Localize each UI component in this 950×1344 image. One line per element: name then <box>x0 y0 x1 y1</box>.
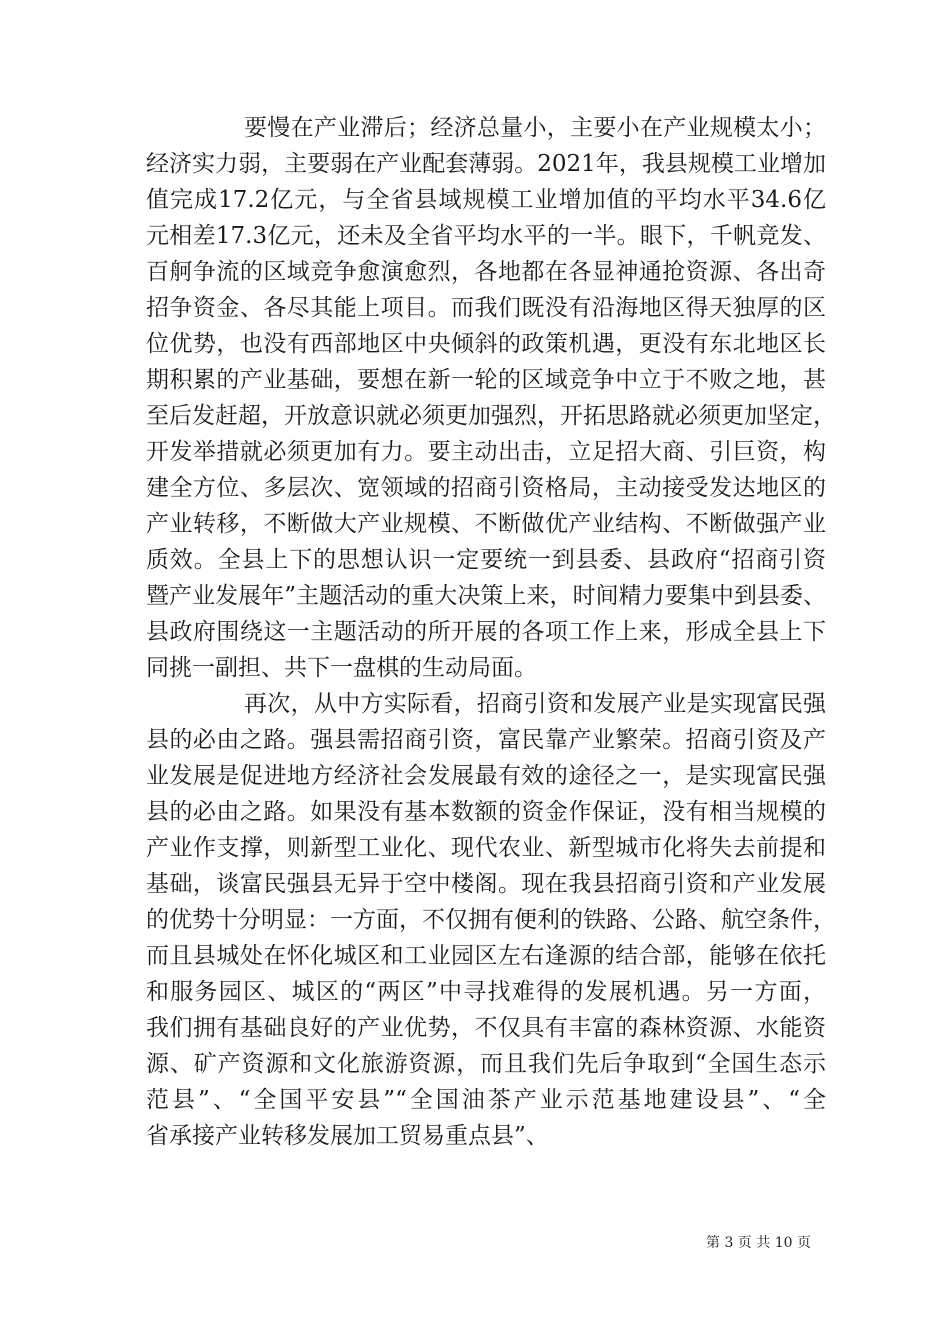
text-line: 建全方位、多层次、宽领域的招商引资格局，主动接受发达地区的 <box>146 475 826 501</box>
text-line: 省承接产业转移发展加工贸易重点县”、 <box>146 1123 549 1149</box>
text-line: 我们拥有基础良好的产业优势，不仅具有丰富的森林资源、水能资 <box>146 1015 826 1041</box>
paragraph-path-to-prosperity <box>146 686 836 1154</box>
text-line: 业发展是促进地方经济社会发展最有效的途径之一，是实现富民强 <box>146 763 826 789</box>
page-number-footer: 第 3 页 共 10 页 <box>706 1235 811 1251</box>
text-line: 经济实力弱，主要弱在产业配套薄弱。2021年，我县规模工业增加 <box>146 151 826 177</box>
text-line: 百舸争流的区域竞争愈演愈烈，各地都在各显神通抢资源、各出奇 <box>146 259 826 285</box>
text-line: 基础，谈富民强县无异于空中楼阁。现在我县招商引资和产业发展 <box>146 871 826 897</box>
text-line: 县的必由之路。如果没有基本数额的资金作保证，没有相当规模的 <box>146 799 826 825</box>
text-line: 县的必由之路。强县需招商引资，富民靠产业繁荣。招商引资及产 <box>146 727 826 753</box>
paragraph-industry-lag <box>146 110 836 686</box>
text-line: 至后发赶超，开放意识就必须更加强烈，开拓思路就必须更加坚定， <box>146 403 836 429</box>
text-line: 再次，从中方实际看，招商引资和发展产业是实现富民强 <box>244 691 826 717</box>
text-line: 元相差17.3亿元，还未及全省平均水平的一半。眼下，千帆竞发、 <box>146 223 826 249</box>
text-line: 产业转移，不断做大产业规模、不断做优产业结构、不断做强产业 <box>146 511 826 537</box>
text-line: 值完成17.2亿元，与全省县域规模工业增加值的平均水平34.6亿 <box>146 187 826 213</box>
document-body <box>146 110 836 1154</box>
text-line: 暨产业发展年”主题活动的重大决策上来，时间精力要集中到县委、 <box>146 583 826 609</box>
text-line: 要慢在产业滞后；经济总量小，主要小在产业规模太小； <box>244 115 826 141</box>
text-line: 期积累的产业基础，要想在新一轮的区域竞争中立于不败之地，甚 <box>146 367 826 393</box>
text-line: 而且县城处在怀化城区和工业园区左右逢源的结合部，能够在依托 <box>146 943 826 969</box>
text-line: 位优势，也没有西部地区中央倾斜的政策机遇，更没有东北地区长 <box>146 331 826 357</box>
text-line: 的优势十分明显：一方面，不仅拥有便利的铁路、公路、航空条件， <box>146 907 836 933</box>
text-line: 质效。全县上下的思想认识一定要统一到县委、县政府“招商引资 <box>146 547 826 573</box>
text-line: 开发举措就必须更加有力。要主动出击，立足招大商、引巨资，构 <box>146 439 826 465</box>
text-line: 产业作支撑，则新型工业化、现代农业、新型城市化将失去前提和 <box>146 835 826 861</box>
text-line: 范县”、“全国平安县”“全国油茶产业示范基地建设县”、“全 <box>146 1087 826 1113</box>
text-line: 同挑一副担、共下一盘棋的生动局面。 <box>146 655 537 681</box>
text-line: 县政府围绕这一主题活动的所开展的各项工作上来，形成全县上下 <box>146 619 826 645</box>
text-line: 招争资金、各尽其能上项目。而我们既没有沿海地区得天独厚的区 <box>146 295 826 321</box>
text-line: 和服务园区、城区的“两区”中寻找难得的发展机遇。另一方面， <box>146 979 826 1005</box>
text-line: 源、矿产资源和文化旅游资源，而且我们先后争取到“全国生态示 <box>146 1051 826 1077</box>
